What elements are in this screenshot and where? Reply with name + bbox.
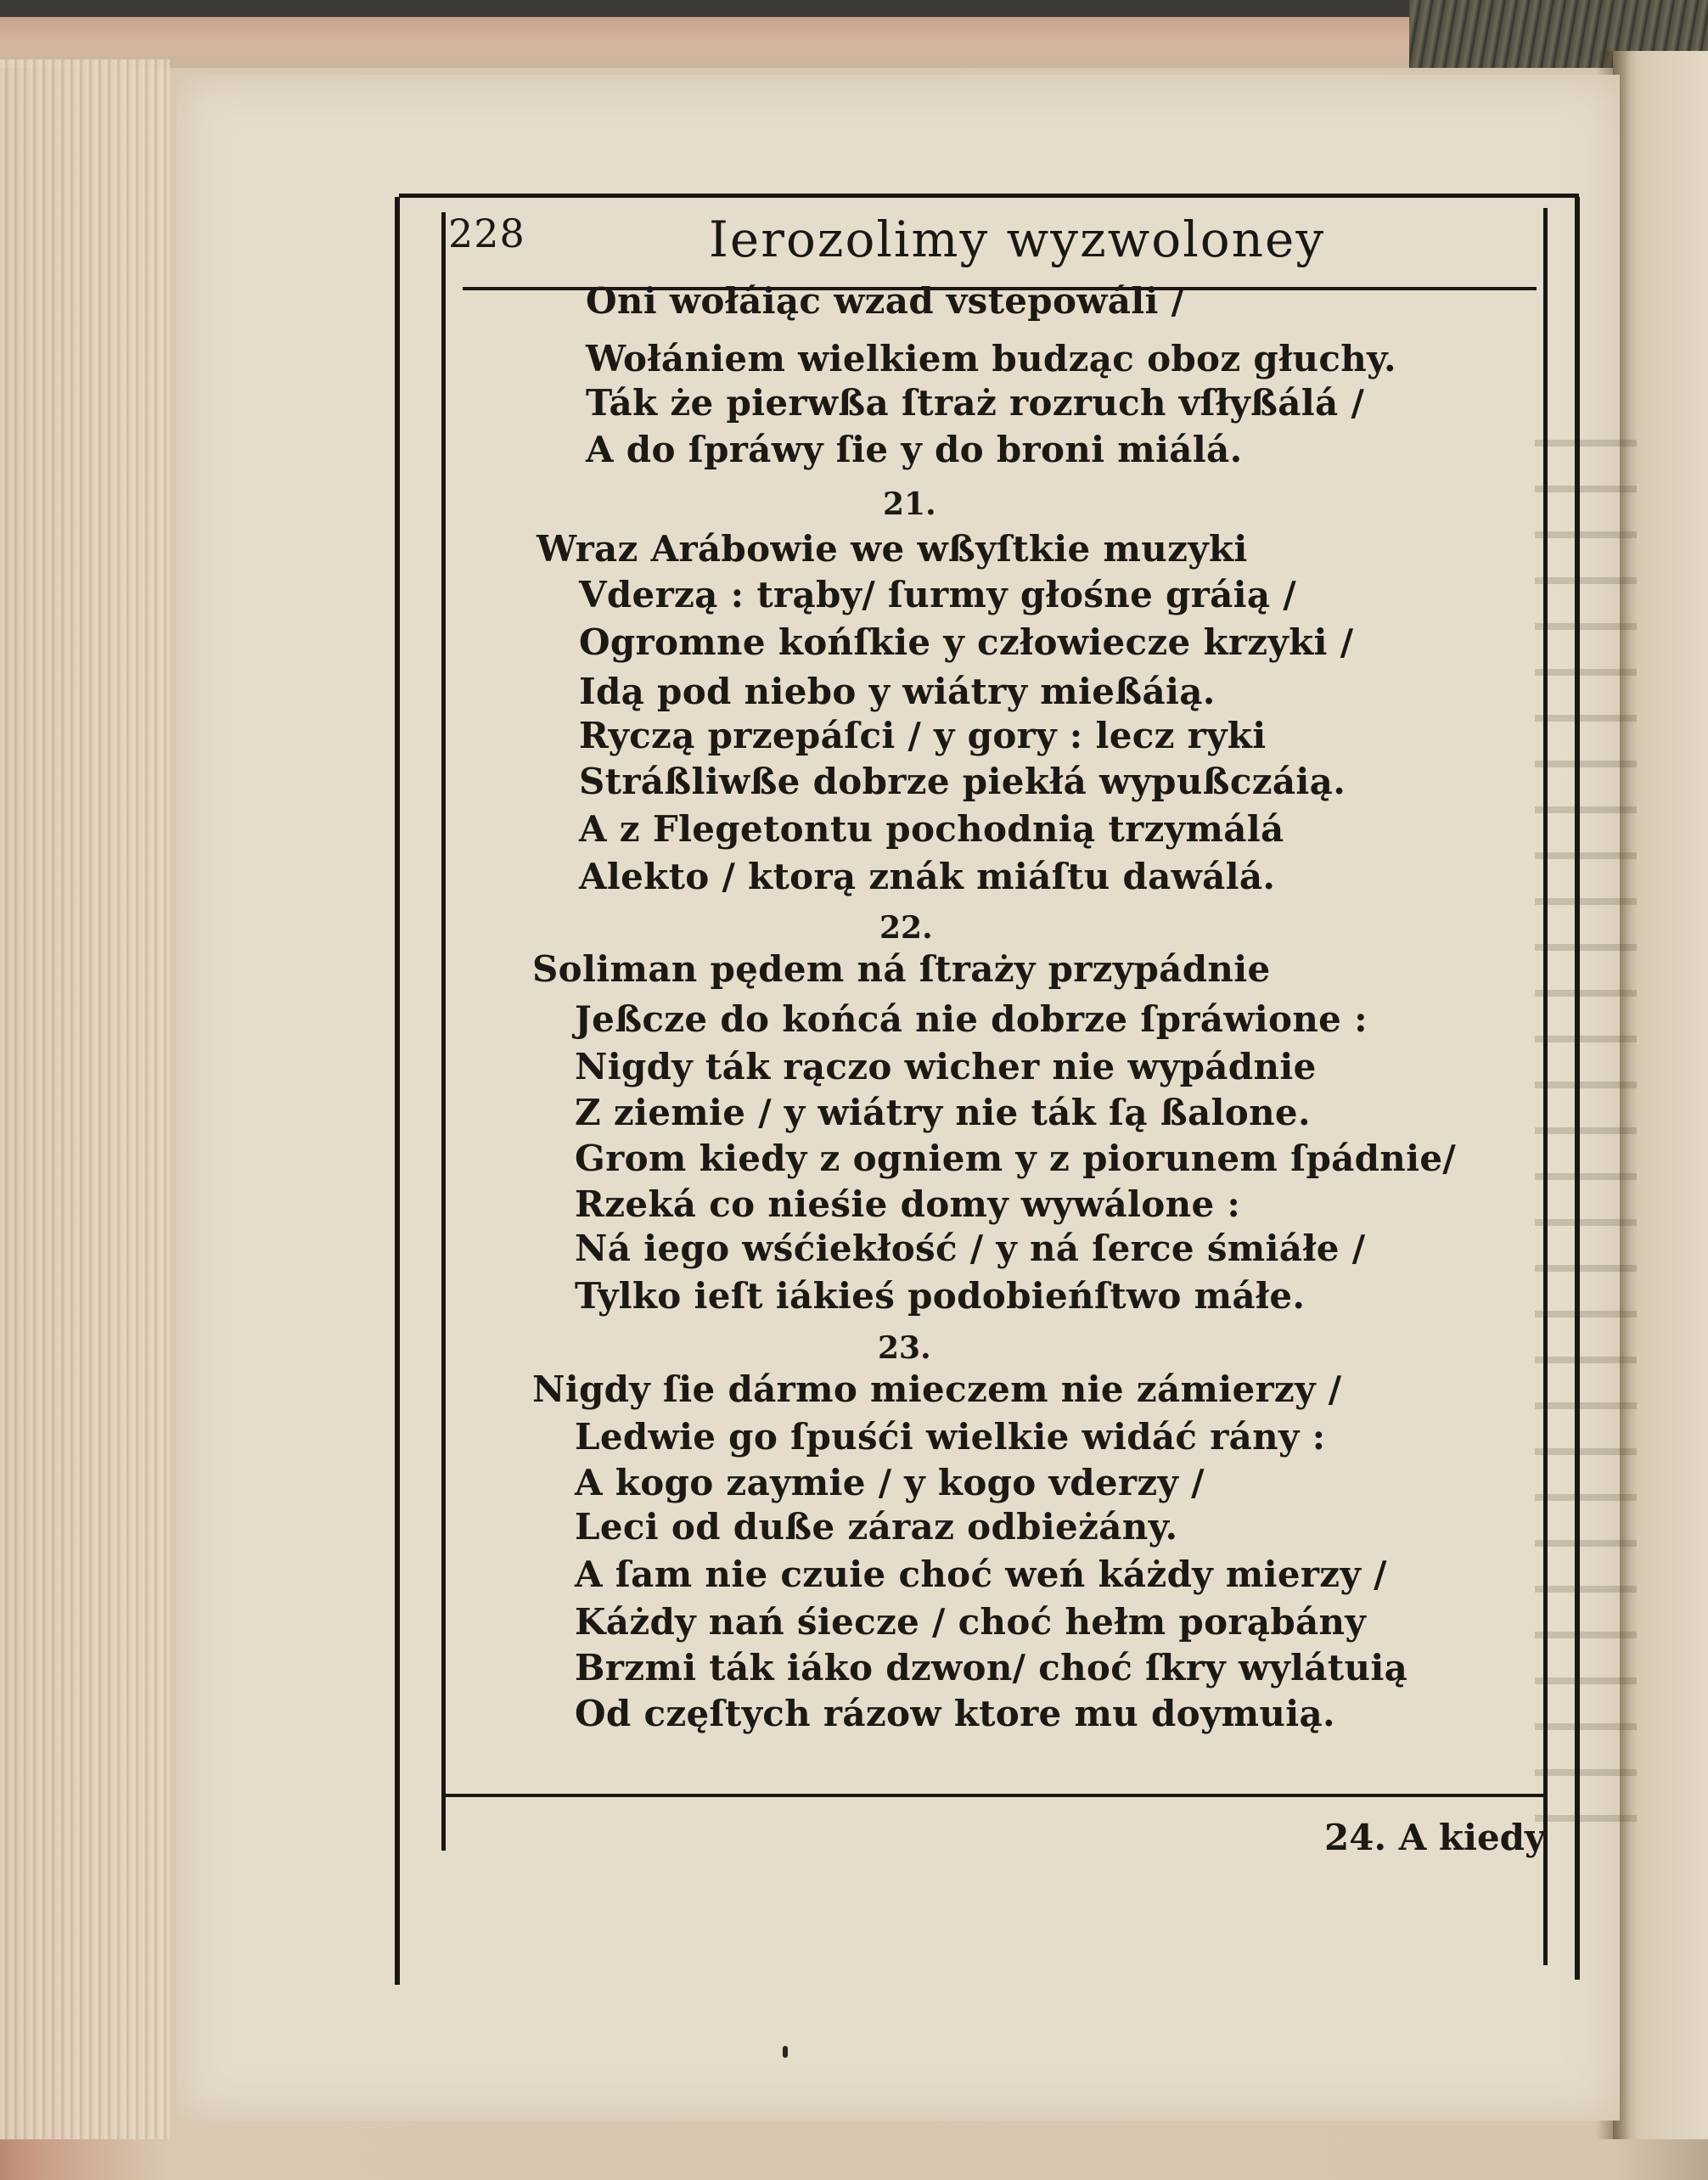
verse-line: Rzeká co nieśie domy wywálone :: [575, 1183, 1241, 1225]
verse-line: Od częſtych rázow ktore mu doymuią.: [575, 1693, 1335, 1734]
page-number: 228: [448, 211, 525, 256]
verse-line: Ogromne końſkie y człowiecze krzyki /: [579, 621, 1354, 663]
verse-line: Brzmi ták iáko dzwon/ choć ſkry wylátuią: [575, 1647, 1408, 1688]
running-title: Ierozolimy wyzwoloney: [709, 211, 1326, 268]
verse-line: Tylko ieſt iákieś podobieńſtwo máłe.: [575, 1275, 1306, 1317]
verse-line: Grom kiedy z ogniem y z piorunem ſpádnie/: [575, 1138, 1457, 1179]
verse-line: A kogo zaymie / y kogo vderzy /: [575, 1462, 1205, 1503]
verse-line: Nigdy ták rączo wicher nie wypádnie: [575, 1046, 1317, 1087]
verse-line: Oni wołáiąc wzad vstepowáli /: [586, 280, 1185, 322]
ink-mark: [783, 2046, 788, 2058]
verse-line: Ták że pierwßa ſtraż rozruch vſłyßálá /: [586, 382, 1365, 424]
border-left-outer: [395, 197, 400, 1985]
verse-line: Nigdy ſie dármo mieczem nie zámierzy /: [532, 1368, 1342, 1410]
verse-line: Soliman pędem ná ſtraży przypádnie: [532, 948, 1271, 990]
bottom-rule: [441, 1794, 1545, 1797]
border-left-inner: [441, 212, 446, 1851]
verse-line: Wraz Arábowie we wßyſtkie muzyki: [537, 528, 1248, 570]
book-top-edge: [0, 17, 1443, 68]
verse-line: Ná iego wśćiekłość / y ná ſerce śmiáłe /: [575, 1228, 1366, 1269]
verse-line: A z Flegetontu pochodnią trzymálá: [579, 808, 1284, 850]
stanza-number: 23.: [878, 1330, 931, 1366]
verse-line: Wołániem wielkiem budząc oboz głuchy.: [586, 338, 1396, 379]
page-edges-left: [0, 59, 170, 2139]
verse-line: Leci od duße záraz odbieżány.: [575, 1506, 1178, 1548]
verse-line: Alekto / ktorą znák miáſtu dawálá.: [579, 856, 1276, 897]
verse-line: Káżdy nań śiecze / choć hełm porąbány: [575, 1601, 1367, 1643]
verse-line: Vderzą : trąby/ ſurmy głośne gráią /: [579, 574, 1296, 615]
verse-line: Ryczą przepáſci / y gory : lecz ryki: [579, 715, 1267, 756]
border-top: [399, 194, 1579, 198]
verse-line: Stráßliwße dobrze piekłá wypußczáią.: [579, 761, 1346, 802]
verse-line: A ſam nie czuie choć weń káżdy mierzy /: [575, 1554, 1387, 1595]
verse-line: Ledwie go ſpuśći wielkie widáć rány :: [575, 1416, 1326, 1458]
stanza-number: 22.: [879, 910, 933, 946]
verse-line: Jeßcze do końcá nie dobrze ſpráwione :: [575, 998, 1368, 1040]
verse-line: Idą pod niebo y wiátry mießáią.: [579, 671, 1216, 712]
border-right-inner: [1543, 208, 1548, 1965]
verse-line: Z ziemie / y wiátry nie ták ſą ßalone.: [575, 1092, 1311, 1133]
verse-line: A do ſpráwy ſie y do broni miálá.: [586, 429, 1243, 470]
border-right-outer: [1575, 197, 1580, 1980]
stanza-number: 21.: [883, 486, 936, 522]
catchword: 24. A kiedy: [1324, 1817, 1546, 1858]
show-through-text: [1535, 406, 1637, 1849]
